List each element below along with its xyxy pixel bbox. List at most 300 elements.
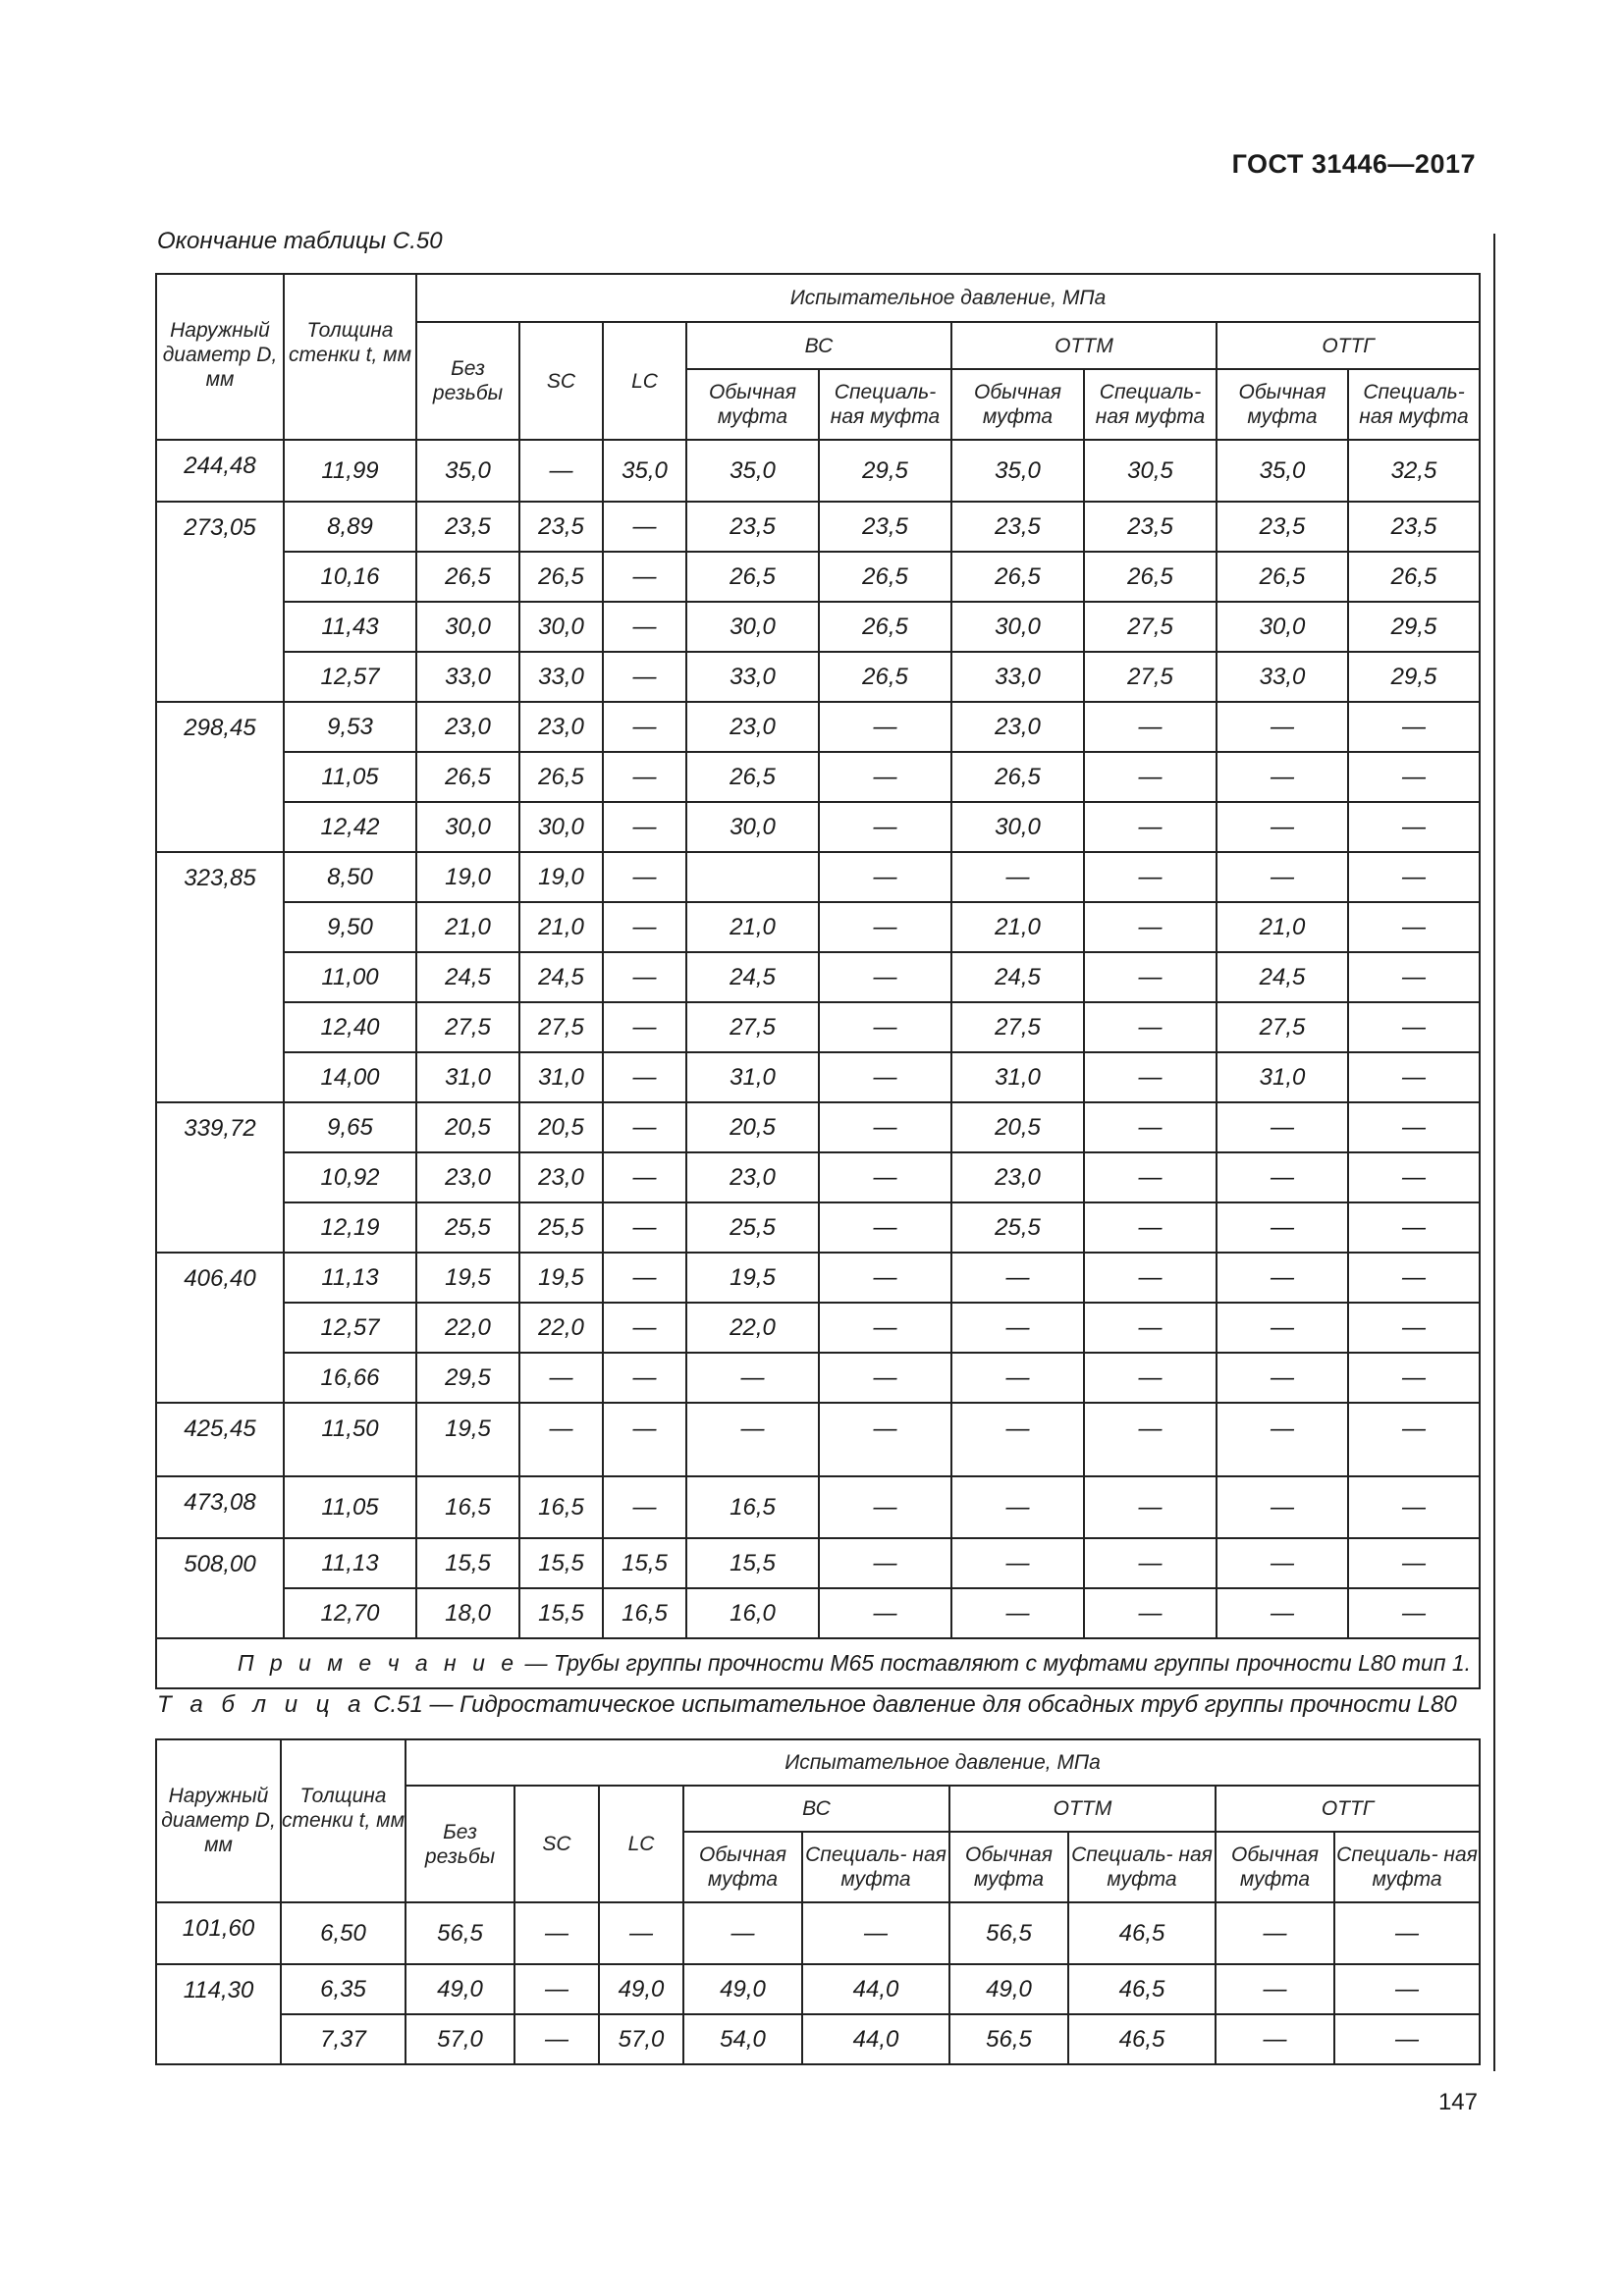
table-row xyxy=(156,1002,1480,1052)
cell-pressure: — xyxy=(1217,1253,1348,1303)
table-row xyxy=(156,1964,1480,2014)
cell-pressure: 23,0 xyxy=(686,1152,819,1202)
header-ottg-regular: Обычная муфта xyxy=(1217,369,1348,440)
cell-wall-thickness: 8,50 xyxy=(284,852,416,902)
cell-pressure: — xyxy=(1348,1588,1480,1638)
cell-pressure: 46,5 xyxy=(1068,2014,1216,2064)
cell-pressure: — xyxy=(951,1353,1084,1403)
cell-pressure: 30,0 xyxy=(686,802,819,852)
cell-pressure: 15,5 xyxy=(686,1538,819,1588)
table-row xyxy=(156,1202,1480,1253)
cell-pressure: — xyxy=(603,502,686,552)
cell-pressure: 56,5 xyxy=(406,1902,514,1964)
cell-pressure: — xyxy=(819,1588,951,1638)
cell-pressure: — xyxy=(603,1403,686,1476)
cell-pressure: 19,5 xyxy=(686,1253,819,1303)
header-sc: SC xyxy=(514,1786,599,1902)
cell-pressure: — xyxy=(1084,1588,1217,1638)
header-lc: LC xyxy=(603,322,686,440)
header-test-pressure: Испытательное давление, МПа xyxy=(406,1739,1480,1786)
header-ottm: ОТТМ xyxy=(949,1786,1216,1832)
cell-pressure: — xyxy=(1348,1102,1480,1152)
cell-pressure: 15,5 xyxy=(519,1538,603,1588)
cell-pressure: — xyxy=(603,902,686,952)
cell-pressure: 23,0 xyxy=(951,702,1084,752)
cell-pressure: — xyxy=(1084,852,1217,902)
cell-wall-thickness: 12,40 xyxy=(284,1002,416,1052)
header-lc: LC xyxy=(599,1786,683,1902)
cell-pressure: — xyxy=(819,952,951,1002)
cell-pressure: 44,0 xyxy=(802,1964,949,2014)
cell-wall-thickness: 9,65 xyxy=(284,1102,416,1152)
cell-pressure: — xyxy=(1348,1002,1480,1052)
cell-pressure: — xyxy=(1084,1538,1217,1588)
cell-wall-thickness: 11,99 xyxy=(284,440,416,502)
cell-pressure: 35,0 xyxy=(686,440,819,502)
cell-pressure: 25,5 xyxy=(686,1202,819,1253)
cell-pressure: 27,5 xyxy=(1217,1002,1348,1052)
cell-pressure: 30,0 xyxy=(519,802,603,852)
cell-pressure: 23,0 xyxy=(416,1152,519,1202)
cell-pressure: — xyxy=(1217,1102,1348,1152)
cell-pressure: — xyxy=(603,552,686,602)
cell-pressure: — xyxy=(1084,1403,1217,1476)
cell-pressure: — xyxy=(1348,1303,1480,1353)
cell-pressure: — xyxy=(819,1002,951,1052)
cell-pressure: 27,5 xyxy=(1084,602,1217,652)
cell-pressure: 24,5 xyxy=(1217,952,1348,1002)
header-ottg-special: Специаль- ная муфта xyxy=(1348,369,1480,440)
cell-pressure: — xyxy=(514,2014,599,2064)
header-bc-special: Специаль- ная муфта xyxy=(819,369,951,440)
header-ottm-regular: Обычная муфта xyxy=(951,369,1084,440)
cell-pressure: — xyxy=(1217,752,1348,802)
cell-pressure: — xyxy=(686,1403,819,1476)
table-row xyxy=(156,1476,1480,1538)
header-ottm-special: Специаль- ная муфта xyxy=(1068,1832,1216,1902)
cell-pressure: — xyxy=(1334,1964,1480,2014)
cell-pressure: 23,5 xyxy=(519,502,603,552)
cell-wall-thickness: 6,50 xyxy=(281,1902,406,1964)
cell-pressure: 31,0 xyxy=(519,1052,603,1102)
cell-pressure: — xyxy=(1084,1353,1217,1403)
header-sc: SC xyxy=(519,322,603,440)
header-ottm: ОТТМ xyxy=(951,322,1217,369)
table-row xyxy=(156,902,1480,952)
cell-pressure: — xyxy=(1084,1002,1217,1052)
cell-pressure: — xyxy=(1334,1902,1480,1964)
cell-pressure: — xyxy=(951,1588,1084,1638)
table-row xyxy=(156,440,1480,502)
cell-wall-thickness: 14,00 xyxy=(284,1052,416,1102)
cell-pressure: 25,5 xyxy=(951,1202,1084,1253)
cell-pressure: 19,5 xyxy=(416,1253,519,1303)
cell-pressure: 22,0 xyxy=(416,1303,519,1353)
cell-diameter: 114,30 xyxy=(156,1964,281,2064)
cell-pressure: 33,0 xyxy=(416,652,519,702)
cell-pressure: 20,5 xyxy=(416,1102,519,1152)
cell-pressure: — xyxy=(1217,1202,1348,1253)
cell-pressure: — xyxy=(1216,1902,1334,1964)
cell-pressure: — xyxy=(819,1052,951,1102)
cell-pressure: 23,0 xyxy=(519,702,603,752)
table-row xyxy=(156,1102,1480,1152)
note-text: — Трубы группы прочности М65 поставляют с муфтами группы прочности L80 тип 1. xyxy=(518,1650,1472,1676)
table-c50 xyxy=(155,273,1481,1689)
cell-pressure: 26,5 xyxy=(951,552,1084,602)
cell-pressure: 27,5 xyxy=(416,1002,519,1052)
cell-pressure: — xyxy=(1084,1202,1217,1253)
cell-pressure: — xyxy=(519,1353,603,1403)
cell-pressure: 30,0 xyxy=(951,602,1084,652)
cell-pressure: 26,5 xyxy=(951,752,1084,802)
cell-pressure: — xyxy=(603,1253,686,1303)
table-row xyxy=(156,802,1480,852)
cell-pressure: — xyxy=(1217,1588,1348,1638)
cell-pressure: — xyxy=(686,1353,819,1403)
cell-wall-thickness: 11,00 xyxy=(284,952,416,1002)
cell-pressure: — xyxy=(819,1303,951,1353)
cell-pressure: — xyxy=(603,1353,686,1403)
cell-pressure: — xyxy=(519,440,603,502)
cell-pressure: 26,5 xyxy=(819,652,951,702)
table-2-caption xyxy=(157,1691,1457,1719)
cell-pressure: — xyxy=(1348,1253,1480,1303)
cell-pressure: — xyxy=(1217,1152,1348,1202)
header-ottg: ОТТГ xyxy=(1217,322,1480,369)
cell-pressure: — xyxy=(1217,852,1348,902)
table-row xyxy=(156,1253,1480,1303)
cell-pressure: 23,5 xyxy=(1084,502,1217,552)
cell-pressure: 24,5 xyxy=(416,952,519,1002)
cell-pressure: 29,5 xyxy=(416,1353,519,1403)
cell-wall-thickness: 9,53 xyxy=(284,702,416,752)
table-row xyxy=(156,1052,1480,1102)
cell-pressure: — xyxy=(1348,1202,1480,1253)
cell-pressure: 23,0 xyxy=(416,702,519,752)
header-ottg-regular: Обычная муфта xyxy=(1216,1832,1334,1902)
cell-pressure: 31,0 xyxy=(686,1052,819,1102)
cell-pressure: 30,0 xyxy=(519,602,603,652)
cell-pressure: — xyxy=(951,1403,1084,1476)
cell-pressure: 29,5 xyxy=(819,440,951,502)
table-row xyxy=(156,2014,1480,2064)
cell-pressure: — xyxy=(603,1052,686,1102)
cell-pressure: — xyxy=(603,752,686,802)
cell-pressure: — xyxy=(1084,1476,1217,1538)
cell-pressure: — xyxy=(603,602,686,652)
table-row xyxy=(156,952,1480,1002)
cell-wall-thickness: 12,19 xyxy=(284,1202,416,1253)
table-row xyxy=(156,1588,1480,1638)
cell-pressure: — xyxy=(1348,702,1480,752)
cell-diameter: 244,48 xyxy=(156,440,284,502)
table-row xyxy=(156,852,1480,902)
cell-pressure: 16,5 xyxy=(416,1476,519,1538)
cell-pressure: 20,5 xyxy=(686,1102,819,1152)
cell-pressure: 21,0 xyxy=(416,902,519,952)
cell-pressure: — xyxy=(683,1902,802,1964)
table-row xyxy=(156,602,1480,652)
header-ottg: ОТТГ xyxy=(1216,1786,1480,1832)
cell-diameter: 508,00 xyxy=(156,1538,284,1638)
cell-pressure: — xyxy=(514,1902,599,1964)
cell-pressure: — xyxy=(1348,952,1480,1002)
cell-pressure: 21,0 xyxy=(519,902,603,952)
cell-pressure: 46,5 xyxy=(1068,1902,1216,1964)
cell-pressure: 23,5 xyxy=(951,502,1084,552)
cell-pressure: 21,0 xyxy=(1217,902,1348,952)
cell-pressure: 20,5 xyxy=(519,1102,603,1152)
cell-pressure: — xyxy=(1084,702,1217,752)
cell-pressure: 15,5 xyxy=(519,1588,603,1638)
cell-pressure: — xyxy=(819,1253,951,1303)
cell-wall-thickness: 16,66 xyxy=(284,1353,416,1403)
table-row xyxy=(156,1902,1480,1964)
cell-pressure: — xyxy=(802,1902,949,1964)
cell-pressure: 31,0 xyxy=(1217,1052,1348,1102)
cell-pressure: — xyxy=(1334,2014,1480,2064)
header-plain-end: Без резьбы xyxy=(416,322,519,440)
cell-pressure: 23,5 xyxy=(686,502,819,552)
cell-wall-thickness: 12,57 xyxy=(284,1303,416,1353)
cell-pressure: 23,5 xyxy=(1348,502,1480,552)
cell-pressure: 24,5 xyxy=(951,952,1084,1002)
table-1-caption: Окончание таблицы С.50 xyxy=(157,228,443,254)
cell-pressure: — xyxy=(1084,1303,1217,1353)
cell-pressure: — xyxy=(603,702,686,752)
table-2-caption-text: С.51 — Гидростатическое испытательное давление для обсадных труб группы прочности L80 xyxy=(373,1691,1457,1718)
page-margin-rule xyxy=(1493,234,1495,2071)
cell-pressure: 24,5 xyxy=(519,952,603,1002)
cell-pressure: — xyxy=(1348,1353,1480,1403)
cell-pressure: 21,0 xyxy=(951,902,1084,952)
cell-pressure: — xyxy=(951,1253,1084,1303)
cell-pressure: 32,5 xyxy=(1348,440,1480,502)
cell-pressure: — xyxy=(819,902,951,952)
table-row xyxy=(156,502,1480,552)
cell-pressure: 20,5 xyxy=(951,1102,1084,1152)
table-row xyxy=(156,1538,1480,1588)
header-ottg-special: Специаль- ная муфта xyxy=(1334,1832,1480,1902)
cell-pressure: — xyxy=(514,1964,599,2014)
cell-pressure: — xyxy=(1348,1538,1480,1588)
cell-pressure: 30,0 xyxy=(1217,602,1348,652)
cell-pressure: — xyxy=(603,1152,686,1202)
cell-wall-thickness: 12,70 xyxy=(284,1588,416,1638)
cell-pressure: 15,5 xyxy=(416,1538,519,1588)
cell-pressure: — xyxy=(603,1002,686,1052)
cell-wall-thickness: 8,89 xyxy=(284,502,416,552)
cell-pressure: 16,0 xyxy=(686,1588,819,1638)
cell-diameter: 425,45 xyxy=(156,1403,284,1476)
cell-diameter: 339,72 xyxy=(156,1102,284,1253)
cell-pressure: 30,5 xyxy=(1084,440,1217,502)
table-row xyxy=(156,1303,1480,1353)
cell-pressure: — xyxy=(819,1353,951,1403)
cell-pressure: — xyxy=(1217,1403,1348,1476)
cell-pressure: 25,5 xyxy=(416,1202,519,1253)
table-row xyxy=(156,1152,1480,1202)
cell-wall-thickness: 11,05 xyxy=(284,752,416,802)
cell-wall-thickness: 11,13 xyxy=(284,1538,416,1588)
cell-pressure: 23,5 xyxy=(819,502,951,552)
cell-wall-thickness: 11,43 xyxy=(284,602,416,652)
cell-pressure: 22,0 xyxy=(686,1303,819,1353)
cell-pressure: 31,0 xyxy=(416,1052,519,1102)
cell-pressure: — xyxy=(603,652,686,702)
cell-pressure: — xyxy=(603,952,686,1002)
cell-pressure: — xyxy=(951,852,1084,902)
cell-pressure: — xyxy=(603,1102,686,1152)
cell-pressure: — xyxy=(1084,1052,1217,1102)
cell-pressure: 29,5 xyxy=(1348,602,1480,652)
cell-pressure: — xyxy=(819,852,951,902)
cell-pressure: 27,5 xyxy=(686,1002,819,1052)
cell-pressure: — xyxy=(819,702,951,752)
cell-pressure: — xyxy=(1217,1303,1348,1353)
cell-pressure: — xyxy=(1217,1353,1348,1403)
cell-pressure: 16,5 xyxy=(603,1588,686,1638)
header-bc: ВС xyxy=(686,322,951,369)
cell-pressure: — xyxy=(603,1476,686,1538)
header-diameter: Наружный диаметр D, мм xyxy=(156,1739,281,1902)
cell-pressure: 19,5 xyxy=(416,1403,519,1476)
cell-pressure: — xyxy=(819,1202,951,1253)
table-row xyxy=(156,1353,1480,1403)
header-ottm-regular: Обычная муфта xyxy=(949,1832,1068,1902)
cell-pressure: — xyxy=(603,1303,686,1353)
cell-diameter: 473,08 xyxy=(156,1476,284,1538)
cell-pressure: 16,5 xyxy=(686,1476,819,1538)
cell-pressure: 30,0 xyxy=(416,802,519,852)
note-label: П р и м е ч а н и е xyxy=(237,1650,519,1676)
cell-pressure: — xyxy=(819,1102,951,1152)
document-standard-number: ГОСТ 31446—2017 xyxy=(1231,149,1476,179)
cell-pressure: — xyxy=(1084,1102,1217,1152)
cell-pressure xyxy=(686,852,819,902)
cell-pressure: — xyxy=(1348,902,1480,952)
cell-pressure: 35,0 xyxy=(416,440,519,502)
cell-wall-thickness: 11,05 xyxy=(284,1476,416,1538)
cell-pressure: 33,0 xyxy=(519,652,603,702)
cell-wall-thickness: 10,16 xyxy=(284,552,416,602)
cell-pressure: 30,0 xyxy=(686,602,819,652)
cell-pressure: 26,5 xyxy=(1348,552,1480,602)
header-wall-thickness: Толщина стенки t, мм xyxy=(284,274,416,440)
cell-pressure: 35,0 xyxy=(951,440,1084,502)
cell-pressure: 27,5 xyxy=(519,1002,603,1052)
cell-pressure: — xyxy=(1084,952,1217,1002)
cell-pressure: — xyxy=(819,1538,951,1588)
table-c51 xyxy=(155,1738,1481,2065)
table-row xyxy=(156,552,1480,602)
cell-pressure: — xyxy=(1216,1964,1334,2014)
cell-pressure: 26,5 xyxy=(686,752,819,802)
cell-pressure: — xyxy=(951,1476,1084,1538)
cell-pressure: — xyxy=(951,1303,1084,1353)
cell-pressure: 33,0 xyxy=(951,652,1084,702)
cell-diameter: 273,05 xyxy=(156,502,284,702)
cell-wall-thickness: 10,92 xyxy=(284,1152,416,1202)
cell-pressure: 22,0 xyxy=(519,1303,603,1353)
cell-pressure: 27,5 xyxy=(1084,652,1217,702)
cell-pressure: 26,5 xyxy=(819,552,951,602)
cell-pressure: — xyxy=(1084,1253,1217,1303)
cell-pressure: — xyxy=(1348,1152,1480,1202)
cell-pressure: — xyxy=(1084,802,1217,852)
cell-pressure: 24,5 xyxy=(686,952,819,1002)
cell-wall-thickness: 11,13 xyxy=(284,1253,416,1303)
cell-pressure: — xyxy=(1348,802,1480,852)
header-wall-thickness: Толщина стенки t, мм xyxy=(281,1739,406,1902)
table-row xyxy=(156,652,1480,702)
cell-pressure: 49,0 xyxy=(599,1964,683,2014)
cell-pressure: 19,0 xyxy=(416,852,519,902)
cell-pressure: — xyxy=(1217,1476,1348,1538)
cell-pressure: 23,5 xyxy=(1217,502,1348,552)
cell-diameter: 101,60 xyxy=(156,1902,281,1964)
cell-pressure: 57,0 xyxy=(406,2014,514,2064)
cell-pressure: 26,5 xyxy=(416,752,519,802)
table-note xyxy=(156,1638,1480,1688)
cell-pressure: — xyxy=(603,1202,686,1253)
cell-pressure: 31,0 xyxy=(951,1052,1084,1102)
cell-diameter: 406,40 xyxy=(156,1253,284,1403)
cell-pressure: — xyxy=(1348,1052,1480,1102)
header-bc-regular: Обычная муфта xyxy=(686,369,819,440)
table-row xyxy=(156,1403,1480,1476)
cell-pressure: — xyxy=(819,1152,951,1202)
cell-pressure: 23,0 xyxy=(686,702,819,752)
cell-pressure: — xyxy=(1084,752,1217,802)
cell-pressure: — xyxy=(599,1902,683,1964)
header-test-pressure: Испытательное давление, МПа xyxy=(416,274,1480,322)
cell-pressure: — xyxy=(1084,902,1217,952)
cell-pressure: 26,5 xyxy=(1084,552,1217,602)
header-diameter: Наружный диаметр D, мм xyxy=(156,274,284,440)
cell-pressure: — xyxy=(519,1403,603,1476)
cell-pressure: 44,0 xyxy=(802,2014,949,2064)
cell-pressure: — xyxy=(1348,752,1480,802)
cell-pressure: 16,5 xyxy=(519,1476,603,1538)
cell-pressure: 56,5 xyxy=(949,2014,1068,2064)
cell-pressure: 54,0 xyxy=(683,2014,802,2064)
cell-pressure: 26,5 xyxy=(519,752,603,802)
cell-pressure: 19,5 xyxy=(519,1253,603,1303)
cell-pressure: 46,5 xyxy=(1068,1964,1216,2014)
table-row xyxy=(156,702,1480,752)
cell-wall-thickness: 12,42 xyxy=(284,802,416,852)
cell-pressure: — xyxy=(1217,802,1348,852)
header-bc-special: Специаль- ная муфта xyxy=(802,1832,949,1902)
cell-wall-thickness: 7,37 xyxy=(281,2014,406,2064)
cell-pressure: — xyxy=(819,1476,951,1538)
cell-pressure: 30,0 xyxy=(416,602,519,652)
cell-wall-thickness: 9,50 xyxy=(284,902,416,952)
cell-pressure: — xyxy=(1084,1152,1217,1202)
header-bc: ВС xyxy=(683,1786,949,1832)
cell-pressure: 33,0 xyxy=(1217,652,1348,702)
cell-pressure: — xyxy=(603,802,686,852)
cell-pressure: 49,0 xyxy=(406,1964,514,2014)
cell-pressure: — xyxy=(951,1538,1084,1588)
cell-pressure: 26,5 xyxy=(416,552,519,602)
cell-pressure: — xyxy=(1348,1403,1480,1476)
cell-pressure: — xyxy=(819,802,951,852)
cell-pressure: — xyxy=(1348,1476,1480,1538)
cell-pressure: 56,5 xyxy=(949,1902,1068,1964)
